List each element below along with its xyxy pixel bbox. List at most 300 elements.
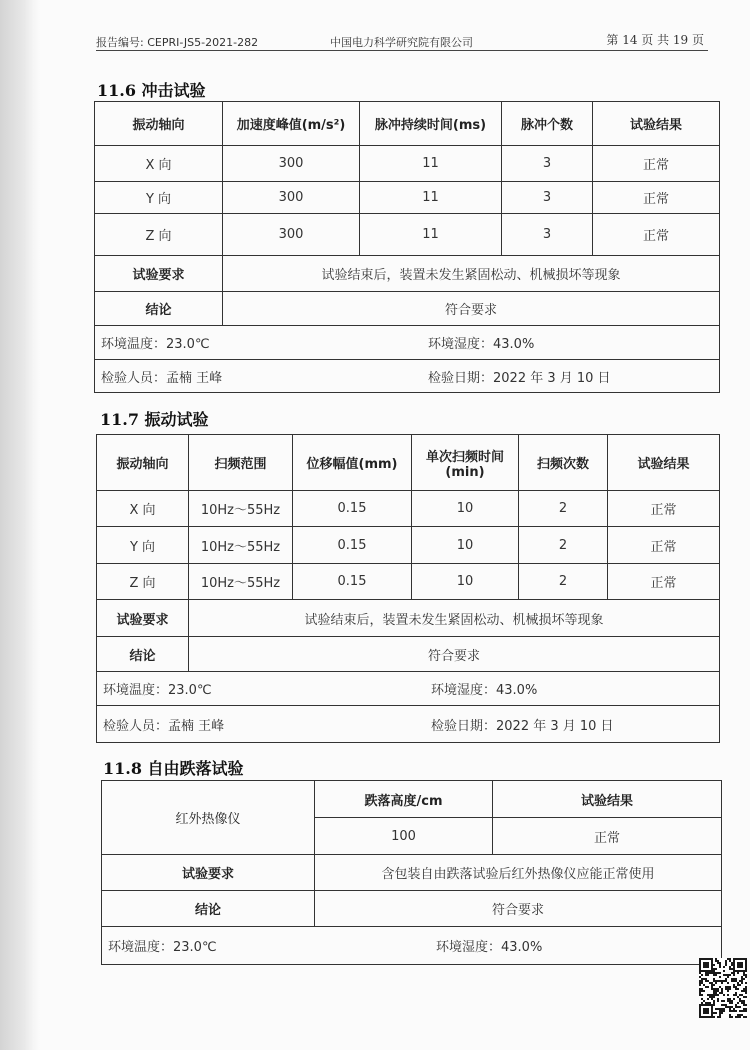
ambient-temperature: 环境温度：23.0℃ <box>103 683 212 698</box>
qr-module <box>711 984 713 986</box>
qr-module <box>725 1004 727 1006</box>
qr-module <box>741 978 743 980</box>
qr-module <box>711 960 713 962</box>
qr-module <box>709 994 711 996</box>
qr-module <box>701 988 703 990</box>
col-header: 振动轴向 <box>97 435 189 491</box>
col-header: 振动轴向 <box>95 102 223 146</box>
qr-module <box>699 1006 701 1008</box>
table-cell: 正常 <box>608 564 720 600</box>
qr-module <box>701 980 703 982</box>
inspection-date: 检验日期：2022 年 3 月 10 日 <box>431 718 614 734</box>
table-cell: 2 <box>519 564 608 600</box>
qr-module <box>705 980 707 982</box>
qr-module <box>705 958 707 960</box>
qr-module <box>715 974 717 976</box>
col-header: 试验结果 <box>493 781 722 818</box>
qr-module <box>741 962 743 964</box>
col-header: 位移幅值(mm) <box>293 435 412 491</box>
col-header: 脉冲个数 <box>502 102 593 146</box>
qr-module <box>711 964 713 966</box>
inspection-date: 检验日期：2022 年 3 月 10 日 <box>428 370 611 386</box>
qr-module <box>699 980 701 982</box>
qr-module <box>745 996 747 998</box>
qr-module <box>707 986 709 988</box>
vibration-test-table <box>96 434 720 743</box>
table-cell: 正常 <box>593 214 720 256</box>
qr-module <box>741 994 743 996</box>
table-cell: 0.15 <box>293 527 412 564</box>
qr-module <box>713 994 715 996</box>
qr-module <box>707 1008 709 1010</box>
qr-module <box>707 972 709 974</box>
qr-module <box>727 998 729 1000</box>
qr-module <box>715 992 717 994</box>
qr-module <box>741 1002 743 1004</box>
table-row <box>97 491 720 527</box>
qr-module <box>709 1002 711 1004</box>
qr-module <box>739 1006 741 1008</box>
qr-module <box>729 986 731 988</box>
qr-module <box>745 976 747 978</box>
qr-module <box>723 1010 725 1012</box>
qr-module <box>729 988 731 990</box>
table-cell: 正常 <box>593 146 720 182</box>
qr-module <box>701 958 703 960</box>
section-title-impact: 11.6 冲击试验 <box>97 81 206 100</box>
qr-module <box>729 974 731 976</box>
qr-module <box>707 1012 709 1014</box>
qr-module <box>743 1000 745 1002</box>
qr-module <box>723 1004 725 1006</box>
qr-module <box>719 1012 721 1014</box>
qr-module <box>703 962 705 964</box>
qr-module <box>717 1000 719 1002</box>
qr-module <box>731 968 733 970</box>
table-row <box>95 146 720 182</box>
qr-module <box>737 964 739 966</box>
qr-code-icon <box>699 958 747 1018</box>
qr-module <box>737 958 739 960</box>
qr-module <box>715 1012 717 1014</box>
qr-module <box>711 966 713 968</box>
qr-module <box>723 1000 725 1002</box>
qr-module <box>731 1002 733 1004</box>
qr-module <box>707 958 709 960</box>
qr-module <box>705 986 707 988</box>
col-header: 加速度峰值(m/s²) <box>223 102 360 146</box>
ambient-temperature: 环境温度：23.0℃ <box>101 337 210 352</box>
table-header-row <box>95 102 720 146</box>
qr-module <box>705 1008 707 1010</box>
qr-module <box>715 980 717 982</box>
qr-module <box>725 980 727 982</box>
qr-module <box>713 978 715 980</box>
requirement-row <box>97 600 720 637</box>
qr-module <box>707 974 709 976</box>
table-cell: Y 向 <box>95 182 223 214</box>
qr-module <box>735 988 737 990</box>
qr-module <box>721 992 723 994</box>
qr-module <box>699 982 701 984</box>
qr-module <box>723 966 725 968</box>
environment-cell <box>102 927 722 965</box>
inspector-cell <box>97 706 720 743</box>
qr-module <box>703 958 705 960</box>
qr-module <box>719 1014 721 1016</box>
qr-module <box>739 998 741 1000</box>
qr-module <box>727 958 729 960</box>
qr-module <box>745 970 747 972</box>
qr-module <box>715 958 717 960</box>
qr-module <box>739 962 741 964</box>
qr-module <box>739 1000 741 1002</box>
qr-module <box>727 974 729 976</box>
qr-module <box>705 966 707 968</box>
qr-module <box>709 1004 711 1006</box>
inspector-names: 检验人员：孟楠 王峰 <box>103 718 225 734</box>
conclusion-label: 结论 <box>95 292 223 326</box>
qr-module <box>713 988 715 990</box>
qr-module <box>725 986 727 988</box>
qr-module <box>709 1016 711 1018</box>
col-header: 扫频范围 <box>189 435 293 491</box>
qr-module <box>739 970 741 972</box>
qr-module <box>709 958 711 960</box>
qr-module <box>707 998 709 1000</box>
qr-module <box>713 970 715 972</box>
environment-row <box>102 927 722 965</box>
qr-module <box>733 968 735 970</box>
qr-module <box>731 978 733 980</box>
qr-module <box>701 982 703 984</box>
qr-module <box>699 968 701 970</box>
qr-module <box>729 960 731 962</box>
qr-module <box>745 986 747 988</box>
qr-module <box>707 964 709 966</box>
qr-module <box>713 964 715 966</box>
qr-module <box>745 1004 747 1006</box>
impact-test-table <box>94 101 720 393</box>
table-row <box>95 182 720 214</box>
qr-module <box>703 1000 705 1002</box>
qr-code-graphic <box>699 958 747 1018</box>
qr-module <box>735 958 737 960</box>
qr-module <box>739 958 741 960</box>
table-row <box>95 214 720 256</box>
qr-module <box>701 974 703 976</box>
report-number: 报告编号: CEPRI-JS5-2021-282 <box>96 36 259 49</box>
qr-module <box>739 964 741 966</box>
qr-module <box>739 1010 741 1012</box>
qr-module <box>733 984 735 986</box>
qr-module <box>719 986 721 988</box>
inspector-row <box>95 360 720 393</box>
qr-module <box>721 990 723 992</box>
qr-module <box>739 994 741 996</box>
qr-module <box>717 960 719 962</box>
qr-module <box>713 972 715 974</box>
qr-module <box>699 984 701 986</box>
qr-module <box>733 980 735 982</box>
qr-module <box>733 986 735 988</box>
qr-module <box>717 988 719 990</box>
qr-module <box>731 1006 733 1008</box>
qr-module <box>741 958 743 960</box>
col-header: 单次扫频时间(min) <box>412 435 519 491</box>
qr-module <box>713 980 715 982</box>
qr-module <box>701 978 703 980</box>
qr-module <box>703 984 705 986</box>
qr-module <box>745 964 747 966</box>
qr-module <box>727 976 729 978</box>
requirement-row <box>102 855 722 891</box>
table-cell: Z 向 <box>97 564 189 600</box>
table-cell: 正常 <box>608 491 720 527</box>
requirement-value: 试验结束后，装置未发生紧固松动、机械损坏等现象 <box>223 256 720 292</box>
qr-module <box>745 968 747 970</box>
qr-module <box>739 1016 741 1018</box>
qr-module <box>707 980 709 982</box>
table-cell: 2 <box>519 491 608 527</box>
requirement-value: 试验结束后，装置未发生紧固松动、机械损坏等现象 <box>189 600 720 637</box>
table-cell: 11 <box>360 182 502 214</box>
qr-module <box>703 1004 705 1006</box>
table-cell: 10Hz～55Hz <box>189 491 293 527</box>
qr-module <box>715 990 717 992</box>
qr-module <box>735 1006 737 1008</box>
qr-module <box>713 1012 715 1014</box>
qr-module <box>745 960 747 962</box>
table-cell: 3 <box>502 146 593 182</box>
qr-module <box>699 958 701 960</box>
qr-module <box>699 1008 701 1010</box>
col-header: 试验结果 <box>593 102 720 146</box>
qr-module <box>745 988 747 990</box>
qr-module <box>705 1016 707 1018</box>
qr-module <box>729 968 731 970</box>
qr-module <box>711 996 713 998</box>
qr-module <box>717 998 719 1000</box>
qr-module <box>731 964 733 966</box>
qr-module <box>699 960 701 962</box>
qr-module <box>729 1016 731 1018</box>
qr-module <box>707 1010 709 1012</box>
qr-module <box>735 978 737 980</box>
qr-module <box>719 1016 721 1018</box>
qr-module <box>745 1016 747 1018</box>
qr-module <box>723 970 725 972</box>
qr-module <box>723 974 725 976</box>
qr-module <box>745 966 747 968</box>
qr-module <box>735 1004 737 1006</box>
qr-module <box>701 994 703 996</box>
qr-module <box>741 1000 743 1002</box>
conclusion-row <box>95 292 720 326</box>
qr-module <box>733 994 735 996</box>
table-cell: 3 <box>502 182 593 214</box>
table-cell: 10 <box>412 564 519 600</box>
qr-module <box>735 992 737 994</box>
qr-module <box>725 988 727 990</box>
qr-module <box>719 992 721 994</box>
qr-module <box>743 1004 745 1006</box>
qr-module <box>729 1010 731 1012</box>
table-cell: 正常 <box>493 818 722 855</box>
qr-module <box>705 978 707 980</box>
table-cell: X 向 <box>95 146 223 182</box>
qr-module <box>743 996 745 998</box>
qr-module <box>729 1014 731 1016</box>
qr-module <box>699 994 701 996</box>
table-cell: X 向 <box>97 491 189 527</box>
qr-module <box>699 1012 701 1014</box>
conclusion-row <box>97 637 720 672</box>
inspector-row <box>97 706 720 743</box>
qr-module <box>711 986 713 988</box>
page-header <box>96 30 708 51</box>
qr-module <box>727 990 729 992</box>
table-cell: 10 <box>412 527 519 564</box>
qr-module <box>737 1016 739 1018</box>
inspector-cell <box>95 360 720 393</box>
conclusion-value: 符合要求 <box>189 637 720 672</box>
qr-module <box>703 990 705 992</box>
qr-module <box>713 996 715 998</box>
qr-module <box>739 980 741 982</box>
table-cell: 正常 <box>593 182 720 214</box>
ambient-humidity: 环境湿度：43.0% <box>436 940 543 955</box>
qr-module <box>713 990 715 992</box>
qr-module <box>725 964 727 966</box>
table-header-row <box>102 781 722 818</box>
table-header-row <box>97 435 720 491</box>
qr-module <box>731 962 733 964</box>
qr-module <box>745 962 747 964</box>
qr-module <box>733 1010 735 1012</box>
qr-module <box>731 1016 733 1018</box>
qr-module <box>707 1002 709 1004</box>
qr-module <box>713 1004 715 1006</box>
environment-cell <box>95 326 720 360</box>
qr-module <box>735 980 737 982</box>
qr-module <box>721 1010 723 1012</box>
qr-module <box>725 978 727 980</box>
qr-module <box>707 1016 709 1018</box>
qr-module <box>729 998 731 1000</box>
qr-module <box>737 966 739 968</box>
qr-module <box>721 1004 723 1006</box>
qr-module <box>719 1010 721 1012</box>
qr-module <box>733 960 735 962</box>
qr-module <box>737 970 739 972</box>
qr-module <box>745 974 747 976</box>
qr-module <box>741 980 743 982</box>
qr-module <box>705 970 707 972</box>
qr-module <box>727 982 729 984</box>
qr-module <box>721 1008 723 1010</box>
requirement-row <box>95 256 720 292</box>
qr-module <box>737 996 739 998</box>
qr-module <box>703 1016 705 1018</box>
qr-module <box>719 966 721 968</box>
qr-module <box>713 1000 715 1002</box>
qr-module <box>711 994 713 996</box>
table-cell: Y 向 <box>97 527 189 564</box>
qr-module <box>739 966 741 968</box>
qr-module <box>711 988 713 990</box>
qr-module <box>733 998 735 1000</box>
qr-module <box>743 958 745 960</box>
requirement-label: 试验要求 <box>97 600 189 637</box>
qr-module <box>715 968 717 970</box>
table-row <box>97 527 720 564</box>
qr-module <box>743 1002 745 1004</box>
qr-module <box>711 962 713 964</box>
qr-module <box>729 966 731 968</box>
qr-module <box>715 972 717 974</box>
qr-module <box>705 974 707 976</box>
qr-module <box>739 984 741 986</box>
qr-module <box>705 1004 707 1006</box>
table-cell: 0.15 <box>293 564 412 600</box>
qr-module <box>727 988 729 990</box>
qr-module <box>711 982 713 984</box>
qr-module <box>741 1014 743 1016</box>
qr-module <box>727 986 729 988</box>
qr-module <box>717 980 719 982</box>
qr-module <box>701 1002 703 1004</box>
qr-module <box>745 992 747 994</box>
table-row <box>97 564 720 600</box>
qr-module <box>729 1008 731 1010</box>
qr-module <box>701 998 703 1000</box>
drop-test-table <box>101 780 722 965</box>
conclusion-value: 符合要求 <box>315 891 722 927</box>
qr-module <box>739 1014 741 1016</box>
qr-module <box>711 1012 713 1014</box>
qr-module <box>713 1002 715 1004</box>
qr-module <box>733 978 735 980</box>
qr-module <box>737 962 739 964</box>
requirement-label: 试验要求 <box>102 855 315 891</box>
table-cell: Z 向 <box>95 214 223 256</box>
qr-module <box>703 1008 705 1010</box>
qr-module <box>711 1008 713 1010</box>
qr-module <box>705 1002 707 1004</box>
page-fold-shadow <box>0 0 40 1050</box>
qr-module <box>703 966 705 968</box>
qr-module <box>725 974 727 976</box>
qr-module <box>717 994 719 996</box>
table-cell: 300 <box>223 214 360 256</box>
environment-cell <box>97 672 720 706</box>
qr-module <box>743 990 745 992</box>
table-cell: 10Hz～55Hz <box>189 564 293 600</box>
qr-module <box>745 1010 747 1012</box>
qr-module <box>729 958 731 960</box>
qr-module <box>719 972 721 974</box>
ambient-humidity: 环境湿度：43.0% <box>428 337 535 352</box>
qr-module <box>723 1008 725 1010</box>
qr-module <box>715 988 717 990</box>
qr-module <box>715 1008 717 1010</box>
qr-module <box>743 978 745 980</box>
qr-module <box>725 960 727 962</box>
qr-module <box>733 966 735 968</box>
qr-module <box>711 1004 713 1006</box>
qr-module <box>731 1010 733 1012</box>
